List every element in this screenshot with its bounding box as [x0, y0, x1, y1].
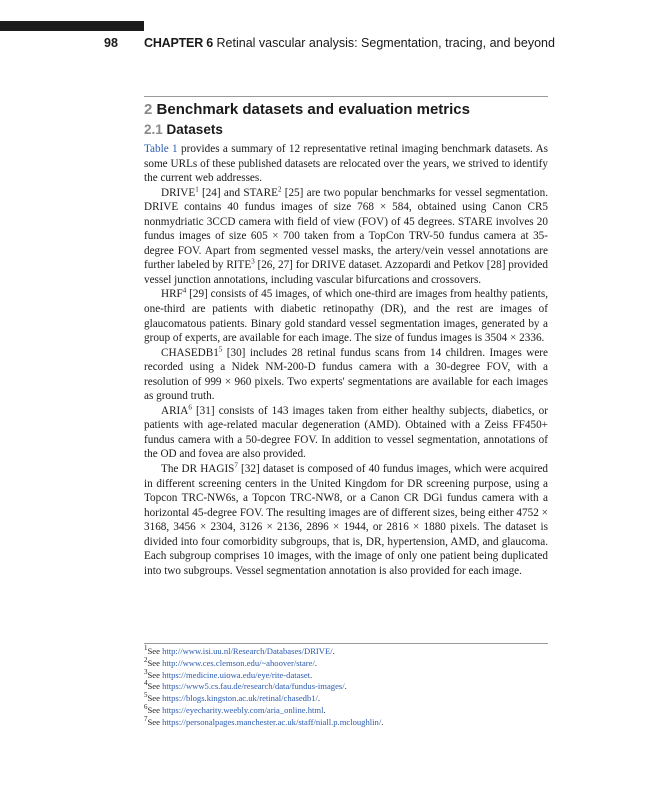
chapter-title: Retinal vascular analysis: Segmentation, tracing, and beyond [216, 36, 555, 50]
page-number: 98 [104, 36, 118, 50]
footnote-ref: 2 [277, 184, 282, 193]
chapter-label: CHAPTER 6 [144, 36, 214, 50]
paragraph-text: [32] dataset is composed of 40 fundus images, which were acquired in different screening centers in the United Kingdom for DR screening purpose, using a Topcon TRC-NW6s, a Topcon TRC-NW8, or a Canon CR DGi fundus camera with a horizontal 45-degree FOV. The resulting images are of different sizes, being either 4752 × 3168, 3456 × 2304, 3126 × 2136, 2896 × 1944, or 2816 × 1880 pixels. The dataset is divided into four comorbidity subgroups, that is, DR, hypertension, AMD, and glaucoma. Each subgroup comprises 10 images, with the image of only one patient being duplicated into two subgroups. Vessel segmentation annotation is also provided for each image. [144, 463, 548, 577]
paragraph-hrf [144, 287, 548, 345]
subsection-heading [144, 122, 223, 137]
running-header [104, 36, 555, 54]
footnote-number: 1 [144, 644, 148, 653]
footnote-text: . [310, 669, 313, 680]
footnote [144, 693, 564, 705]
footnote-text: . [314, 657, 317, 668]
footnote-number: 6 [144, 703, 148, 712]
body-text [144, 142, 548, 578]
paragraph-text: CHASEDB1 [161, 346, 219, 359]
footnote-text: See [147, 657, 163, 668]
footnote-text: See [147, 646, 163, 656]
footnote-ref: 3 [251, 257, 255, 266]
subsection-title: Datasets [166, 122, 223, 137]
footnote-number: 4 [144, 679, 148, 688]
paragraph-chasedb1 [144, 346, 548, 404]
footnote-ref: 5 [218, 344, 223, 353]
footnote [144, 646, 564, 658]
footnote-ref: 4 [182, 286, 187, 295]
footnote-text: See [147, 693, 163, 704]
subsection-number: 2.1 [144, 122, 163, 137]
footnote-text: . [317, 693, 321, 704]
footnote-link[interactable]: http://www.isi.uu.nl/Research/Databases/DRIVE/ [162, 646, 333, 656]
footnote-text: . [332, 646, 335, 656]
section-number: 2 [144, 101, 153, 118]
footnote [144, 655, 564, 670]
footnote-link[interactable]: https://blogs.kingston.ac.uk/retinal/chasedb1/ [162, 693, 318, 704]
footnote-link[interactable]: https://www5.cs.fau.de/research/data/fundus-images/ [162, 681, 345, 692]
section-divider [144, 96, 548, 97]
paragraph-text: The DR HAGIS [161, 463, 235, 476]
paragraph-text: [26, 27] for DRIVE dataset. Azzopardi and Petkov [28] provided vessel junction annotations, including vascular bifurcations and crossovers. [144, 259, 548, 286]
paragraph-drive-stare [144, 186, 548, 288]
footnote-text: See [147, 704, 163, 715]
paragraph-text: [29] consists of 45 images, of which one-third are images from healthy patients, one-third are patients with diabetic retinopathy (DR), and the rest are images of glaucomatous patients. Binary gold standard vessel segmentation images, generated by a group of experts, are available for each image. The size of fundus images is 3504 × 2336. [144, 288, 548, 345]
paragraph-text: HRF [161, 288, 183, 301]
footnote-divider [144, 643, 548, 644]
footnote-number: 7 [144, 714, 148, 723]
footnote-ref: 7 [234, 461, 238, 470]
footnote-link[interactable]: https://personalpages.manchester.ac.uk/staff/niall.p.mcloughlin/ [162, 716, 382, 727]
section-title: Benchmark datasets and evaluation metrics [156, 101, 470, 118]
footnote-text: See [147, 681, 163, 692]
paragraph-text: [24] and STARE [198, 186, 278, 199]
paragraph-text: ARIA [161, 404, 189, 417]
footnote-ref: 6 [188, 403, 192, 412]
footnote-ref: 1 [195, 184, 199, 193]
paragraph-text: DRIVE [161, 186, 196, 199]
paragraph-text: provides a summary of 12 representative retinal imaging benchmark datasets. As some URLs of these published datasets are relocated over the years, we strived to identify the current web addresses. [144, 143, 549, 185]
footnote-link[interactable]: http://www.ces.clemson.edu/~ahoover/stare/ [162, 657, 315, 668]
footnote [144, 681, 564, 693]
footnote-number: 3 [144, 667, 148, 676]
table-link[interactable]: Table 1 [144, 143, 178, 155]
paragraph-text: [30] includes 28 retinal fundus scans from 14 children. Images were recorded using a Nidek NM-200-D fundus camera with a 30-degree FOV, with a resolution of 999 × 960 pixels. Two experts' segmentations are available for each images as ground truth. [144, 346, 548, 403]
footnote-text: See [147, 669, 163, 680]
paragraph-aria [144, 404, 548, 462]
footnote-number: 5 [144, 691, 148, 700]
footnote-text: See [147, 716, 163, 727]
paragraph-text: [31] consists of 143 images taken from either healthy subjects, diabetics, or patients with age-related macular degeneration (AMD). Obtained with a Zeiss FF450+ fundus camera with a 50-degree FOV. In addition to vessel segmentation, annotations of the OD and fovea are also provided. [144, 404, 548, 461]
footnote-text: . [344, 681, 347, 692]
paragraph-dr-hagis [144, 462, 548, 578]
footnote-text: . [381, 716, 384, 727]
footnote [144, 714, 564, 729]
footnote-text: . [323, 704, 326, 715]
footnote [144, 667, 564, 682]
header-bar [0, 21, 144, 31]
paragraph-intro [144, 142, 548, 186]
footnote [144, 705, 564, 717]
footnote-number: 2 [144, 655, 148, 664]
footnote-link[interactable]: https://medicine.uiowa.edu/eye/rite-dataset [162, 669, 311, 680]
footnotes [144, 646, 564, 729]
paragraph-text: [25] are two popular benchmarks for vessel segmentation. DRIVE contains 40 fundus images of size 768 × 584, obtained using Canon CR5 nonmydriatic 3CCD camera with field of view (FOV) of 45 degrees. STARE involves 20 fundus images of size 605 × 700 taken from a TopCon TRV-50 fundus camera at 35-degree FOV. Apart from segmented vessel masks, the artery/vein vessel annotations are further labeled by RITE [144, 186, 549, 272]
footnote-link[interactable]: https://eyecharity.weebly.com/aria_online.html [162, 704, 324, 715]
section-heading [144, 101, 470, 118]
chapter-heading [144, 36, 555, 50]
